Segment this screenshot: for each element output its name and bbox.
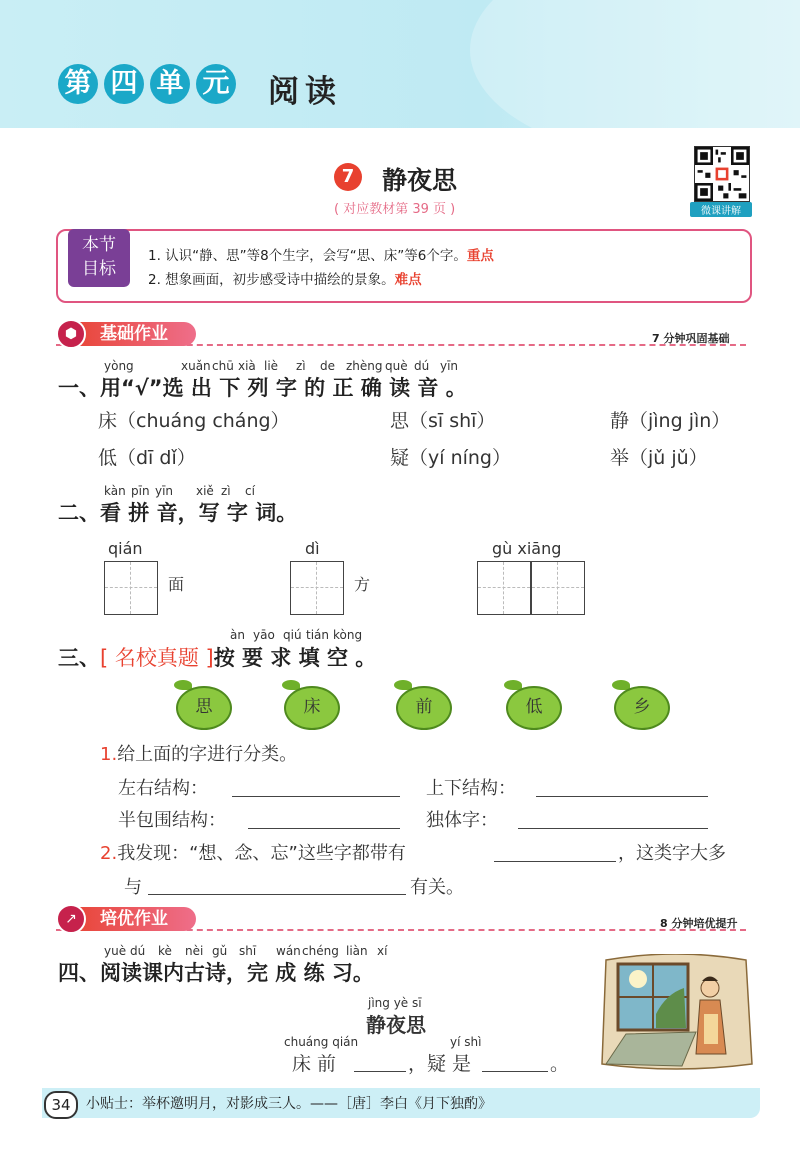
- poem-line-end: 。: [550, 1053, 570, 1075]
- q1-pinyin-3: chū: [212, 359, 234, 373]
- q2-item1-char: 面: [168, 575, 185, 594]
- q3-char-1: 思: [176, 686, 232, 730]
- q1-pinyin-10: dú: [414, 359, 430, 373]
- unit-char-2: 四: [104, 64, 144, 104]
- section-basic-title: 基础作业: [60, 322, 196, 346]
- poet-moonlight-illustration: [596, 954, 756, 1072]
- objectives-tag-line2: 目标: [82, 259, 116, 279]
- q3-sub2-text2: ，这类字大多: [618, 843, 726, 864]
- q3-prefix: 三、: [58, 646, 100, 670]
- q3-sub2-text4: 有关。: [410, 877, 464, 898]
- poem-line-part-b: ，疑 是: [408, 1053, 472, 1075]
- section-basic-time: 7 分钟巩固基础: [652, 332, 730, 345]
- q2-pinyin-3: yīn: [155, 484, 174, 498]
- q3-char-4: 低: [506, 686, 562, 730]
- q3-char-5: 乡: [614, 686, 670, 730]
- lesson-title: 静夜思: [382, 166, 458, 195]
- q1-pinyin-4: xià: [238, 359, 256, 373]
- q3-heading: [58, 642, 376, 672]
- q3-field-4-blank[interactable]: [518, 827, 708, 829]
- q3-pinyin-5: kòng: [333, 628, 363, 642]
- cube-icon: ⬢: [56, 319, 86, 349]
- q3-sub2-text: 我发现：“想、念、忘”这些字都带有: [117, 843, 406, 864]
- q3-sub2-blank-1[interactable]: [494, 860, 616, 862]
- unit-char-3: 单: [150, 64, 190, 104]
- q3-sub2-num: 2.: [100, 843, 118, 864]
- lesson-number: 7: [334, 163, 362, 191]
- unit-char-1: 第: [58, 64, 98, 104]
- poem-blank-2[interactable]: [482, 1070, 548, 1072]
- q2-item2-writing-box[interactable]: [290, 561, 344, 615]
- q1-pinyin-5: liè: [264, 359, 279, 373]
- q3-sub1-num: 1.: [100, 744, 118, 765]
- page-number: 34: [44, 1091, 78, 1119]
- q3-sub2-text3: 与: [124, 877, 142, 898]
- q3-field-3-blank[interactable]: [248, 827, 400, 829]
- q2-pinyin-1: kàn: [104, 484, 126, 498]
- q3-label: 按 要 求 填 空 。: [213, 646, 377, 670]
- q3-sub1-text: 给上面的字进行分类。: [117, 744, 298, 765]
- poem-blank-1[interactable]: [354, 1070, 406, 1072]
- q1-item-1[interactable]: 床（chuáng cháng）: [98, 410, 290, 432]
- poem-line-pinyin-2: yí shì: [450, 1035, 482, 1049]
- objective-1-key: 重点: [466, 248, 494, 264]
- q4-pinyin-9: liàn: [346, 944, 368, 958]
- q3-pinyin-2: yāo: [253, 628, 275, 642]
- objective-1: [148, 244, 494, 264]
- q3-char-3: 前: [396, 686, 452, 730]
- q2-pinyin-4: xiě: [196, 484, 214, 498]
- objectives-box: [56, 229, 752, 303]
- q3-field-4-label: 独体字：: [426, 810, 498, 831]
- banner-decoration: [470, 0, 800, 160]
- poem-title-pinyin: jìng yè sī: [368, 996, 422, 1010]
- q1-pinyin-9: què: [385, 359, 408, 373]
- objective-2-key: 难点: [394, 272, 422, 288]
- q4-heading: 四、阅读课内古诗，完 成 练 习。: [58, 961, 374, 985]
- q3-field-1-blank[interactable]: [232, 795, 400, 797]
- q3-sub1: [100, 740, 297, 766]
- q3-pinyin-4: tián: [306, 628, 329, 642]
- q3-pinyin-3: qiú: [283, 628, 302, 642]
- poem-line-pinyin-1: chuáng qián: [284, 1035, 359, 1049]
- q3-sub2-blank-2[interactable]: [148, 893, 406, 895]
- q4-pinyin-6: shī: [239, 944, 257, 958]
- qr-label: 微课讲解: [690, 202, 752, 217]
- q3-source-tag: [ 名校真题 ]: [100, 646, 214, 670]
- q2-item3-pinyin: gù xiāng: [492, 539, 562, 558]
- q3-field-2-label: 上下结构：: [426, 778, 516, 799]
- q3-pinyin-1: àn: [230, 628, 245, 642]
- q1-pinyin-2: xuǎn: [181, 359, 211, 373]
- q4-pinyin-8: chéng: [302, 944, 339, 958]
- q2-item2-char: 方: [354, 575, 371, 594]
- q3-field-3-label: 半包围结构：: [118, 810, 226, 831]
- q4-pinyin-3: kè: [158, 944, 172, 958]
- qr-code-icon[interactable]: [694, 146, 750, 202]
- objective-2-text: 2. 想象画面，初步感受诗中描绘的景象。: [148, 272, 395, 288]
- q1-pinyin-8: zhèng: [346, 359, 383, 373]
- q1-pinyin-1: yòng: [104, 359, 134, 373]
- q2-pinyin-5: zì: [221, 484, 231, 498]
- objectives-tag: [68, 229, 130, 287]
- q1-heading: 一、用“√”选 出 下 列 字 的 正 确 读 音 。: [58, 376, 467, 400]
- poem-line-part-a: 床 前: [292, 1053, 337, 1075]
- q1-pinyin-11: yīn: [440, 359, 459, 373]
- lesson-reference: ( 对应教材第 39 页 ): [334, 202, 456, 217]
- section-advanced-time: 8 分钟培优提升: [660, 917, 738, 930]
- q3-sub2: [100, 839, 406, 865]
- q4-pinyin-10: xí: [377, 944, 388, 958]
- q4-pinyin-1: yuè: [104, 944, 127, 958]
- q2-item1-writing-box[interactable]: [104, 561, 158, 615]
- q2-item2-pinyin: dì: [305, 539, 320, 558]
- q1-item-3[interactable]: 静（jìng jìn）: [610, 410, 731, 432]
- section-advanced-title: 培优作业: [60, 907, 196, 931]
- q1-item-6[interactable]: 举（jǔ jǔ）: [610, 447, 708, 469]
- unit-title: 阅读: [268, 74, 342, 110]
- q3-char-2: 床: [284, 686, 340, 730]
- q2-pinyin-6: cí: [245, 484, 255, 498]
- unit-char-4: 元: [196, 64, 236, 104]
- footer-tip: 小贴士：举杯邀明月，对影成三人。——［唐］李白《月下独酌》: [86, 1096, 492, 1112]
- q3-field-2-blank[interactable]: [536, 795, 708, 797]
- poem-title: 静夜思: [366, 1013, 426, 1037]
- q4-pinyin-5: gǔ: [212, 944, 228, 958]
- q2-item3-writing-box-1[interactable]: [477, 561, 531, 615]
- q1-pinyin-7: de: [320, 359, 335, 373]
- q1-item-4[interactable]: 低（dī dǐ）: [98, 447, 196, 469]
- q1-pinyin-6: zì: [296, 359, 306, 373]
- q4-pinyin-7: wán: [276, 944, 301, 958]
- chart-icon: ↗: [56, 904, 86, 934]
- q4-pinyin-4: nèi: [185, 944, 204, 958]
- q2-pinyin-2: pīn: [131, 484, 150, 498]
- q4-pinyin-2: dú: [130, 944, 146, 958]
- q2-heading: 二、看 拼 音，写 字 词。: [58, 501, 298, 525]
- q3-field-1-label: 左右结构：: [118, 778, 208, 799]
- q1-item-5[interactable]: 疑（yí níng）: [390, 447, 511, 469]
- objectives-tag-line1: 本节: [82, 235, 116, 255]
- q2-item3-writing-box-2[interactable]: [531, 561, 585, 615]
- objective-1-text: 1. 认识“静、思”等8个生字，会写“思、床”等6个字。: [148, 248, 467, 264]
- objective-2: [148, 268, 422, 288]
- q1-item-2[interactable]: 思（sī shī）: [390, 410, 496, 432]
- q2-item1-pinyin: qián: [108, 539, 143, 558]
